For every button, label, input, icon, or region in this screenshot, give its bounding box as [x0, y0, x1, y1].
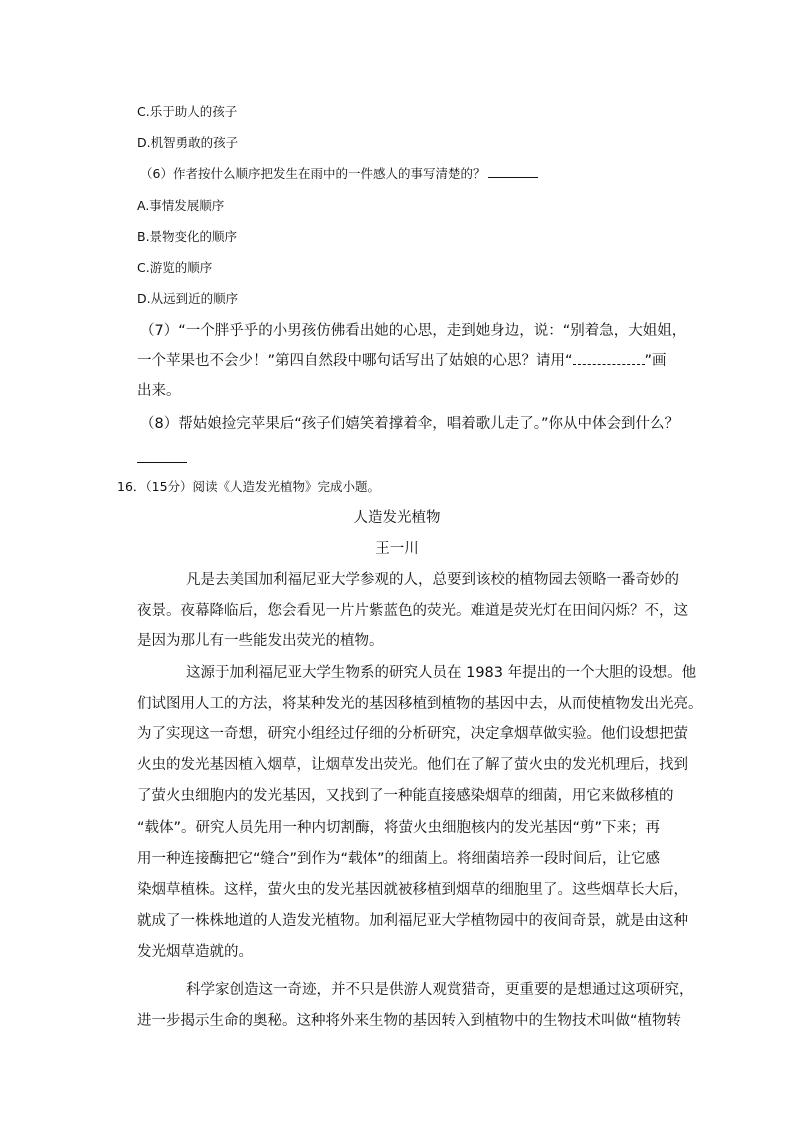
underline-sample — [573, 354, 645, 365]
paragraph-1-line: 凡是去美国加利福尼亚大学参观的人，总要到该校的植物园去领略一番奇妙的 — [186, 572, 679, 588]
question-7-line-2 — [137, 354, 667, 369]
q6-option-c: C.游览的顺序 — [137, 260, 213, 275]
question-8: （8）帮姑娘捡完苹果后“孩子们嬉笑着撑着伞，唱着歌儿走了。”你从中体会到什么？ — [140, 416, 679, 432]
question-16-header: 16．（15分）阅读《人造发光植物》完成小题。 — [117, 479, 381, 494]
paragraph-2-line: 了萤火虫细胞内的发光基因，又找到了一种能直接感染烟草的细菌，用它来做移植的 — [137, 788, 674, 804]
answer-blank[interactable] — [137, 462, 187, 463]
paragraph-2-line: 这源于加利福尼亚大学生物系的研究人员在 1983 年提出的一个大胆的设想。他 — [186, 665, 697, 681]
paragraph-2-line: 发光烟草造就的。 — [137, 944, 253, 960]
question-7-line-3: 出来。 — [137, 383, 181, 399]
paragraph-2-line: “载体”。研究人员先用一种内切割酶，将萤火虫细胞核内的发光基因“剪”下来；再 — [137, 820, 661, 836]
question-7-text-end: ”画 — [644, 353, 667, 369]
answer-blank[interactable] — [488, 177, 538, 178]
paragraph-2-line: 为了实现这一奇想，研究小组经过仔细的分析研究，决定拿烟草做实验。他们设想把萤 — [137, 726, 688, 742]
article-author: 王一川 — [375, 541, 419, 557]
q6-option-a: A.事情发展顺序 — [137, 198, 225, 213]
option-d: D.机智勇敢的孩子 — [137, 135, 239, 150]
paragraph-2-line: 们试图用人工的方法，将某种发光的基因移植到植物的基因中去，从而使植物发出光亮。 — [137, 696, 703, 712]
article-title: 人造发光植物 — [353, 510, 441, 526]
q6-option-d: D.从远到近的顺序 — [137, 291, 239, 306]
question-7-text: 一个苹果也不会少！”第四自然段中哪句话写出了姑娘的心思？请用“ — [137, 353, 573, 369]
question-6-text: （6）作者按什么顺序把发生在雨中的一件感人的事写清楚的？ — [140, 166, 486, 181]
paragraph-2-line: 染烟草植株。这样，萤火虫的发光基因就被移植到烟草的细胞里了。这些烟草长大后， — [137, 882, 688, 898]
question-7-line-1: （7）“一个胖乎乎的小男孩仿佛看出她的心思，走到她身边，说：“别着急，大姐姐， — [140, 323, 687, 339]
q6-option-b: B.景物变化的顺序 — [137, 229, 238, 244]
paragraph-2-line: 用一种连接酶把它“缝合”到作为“载体”的细菌上。将细菌培养一段时间后，让它感 — [137, 851, 661, 867]
paragraph-3-line: 进一步揭示生命的奥秘。这种将外来生物的基因转入到植物中的生物技术叫做“植物转 — [137, 1013, 682, 1029]
paragraph-2-line: 就成了一株株地道的人造发光植物。加利福尼亚大学植物园中的夜间奇景，就是由这种 — [137, 913, 688, 929]
paragraph-1-line: 夜景。夜幕降临后，您会看见一片片紫蓝色的荧光。难道是荧光灯在田间闪烁？不，这 — [137, 603, 688, 619]
option-c: C.乐于助人的孩子 — [137, 104, 238, 119]
paragraph-1-line: 是因为那儿有一些能发出荧光的植物。 — [137, 633, 384, 649]
question-6 — [140, 168, 538, 181]
paragraph-3-line: 科学家创造这一奇迹，并不只是供游人观赏猎奇，更重要的是想通过这项研究， — [186, 982, 694, 998]
paragraph-2-line: 火虫的发光基因植入烟草，让烟草发出荧光。他们在了解了萤火虫的发光机理后，找到 — [137, 757, 688, 773]
